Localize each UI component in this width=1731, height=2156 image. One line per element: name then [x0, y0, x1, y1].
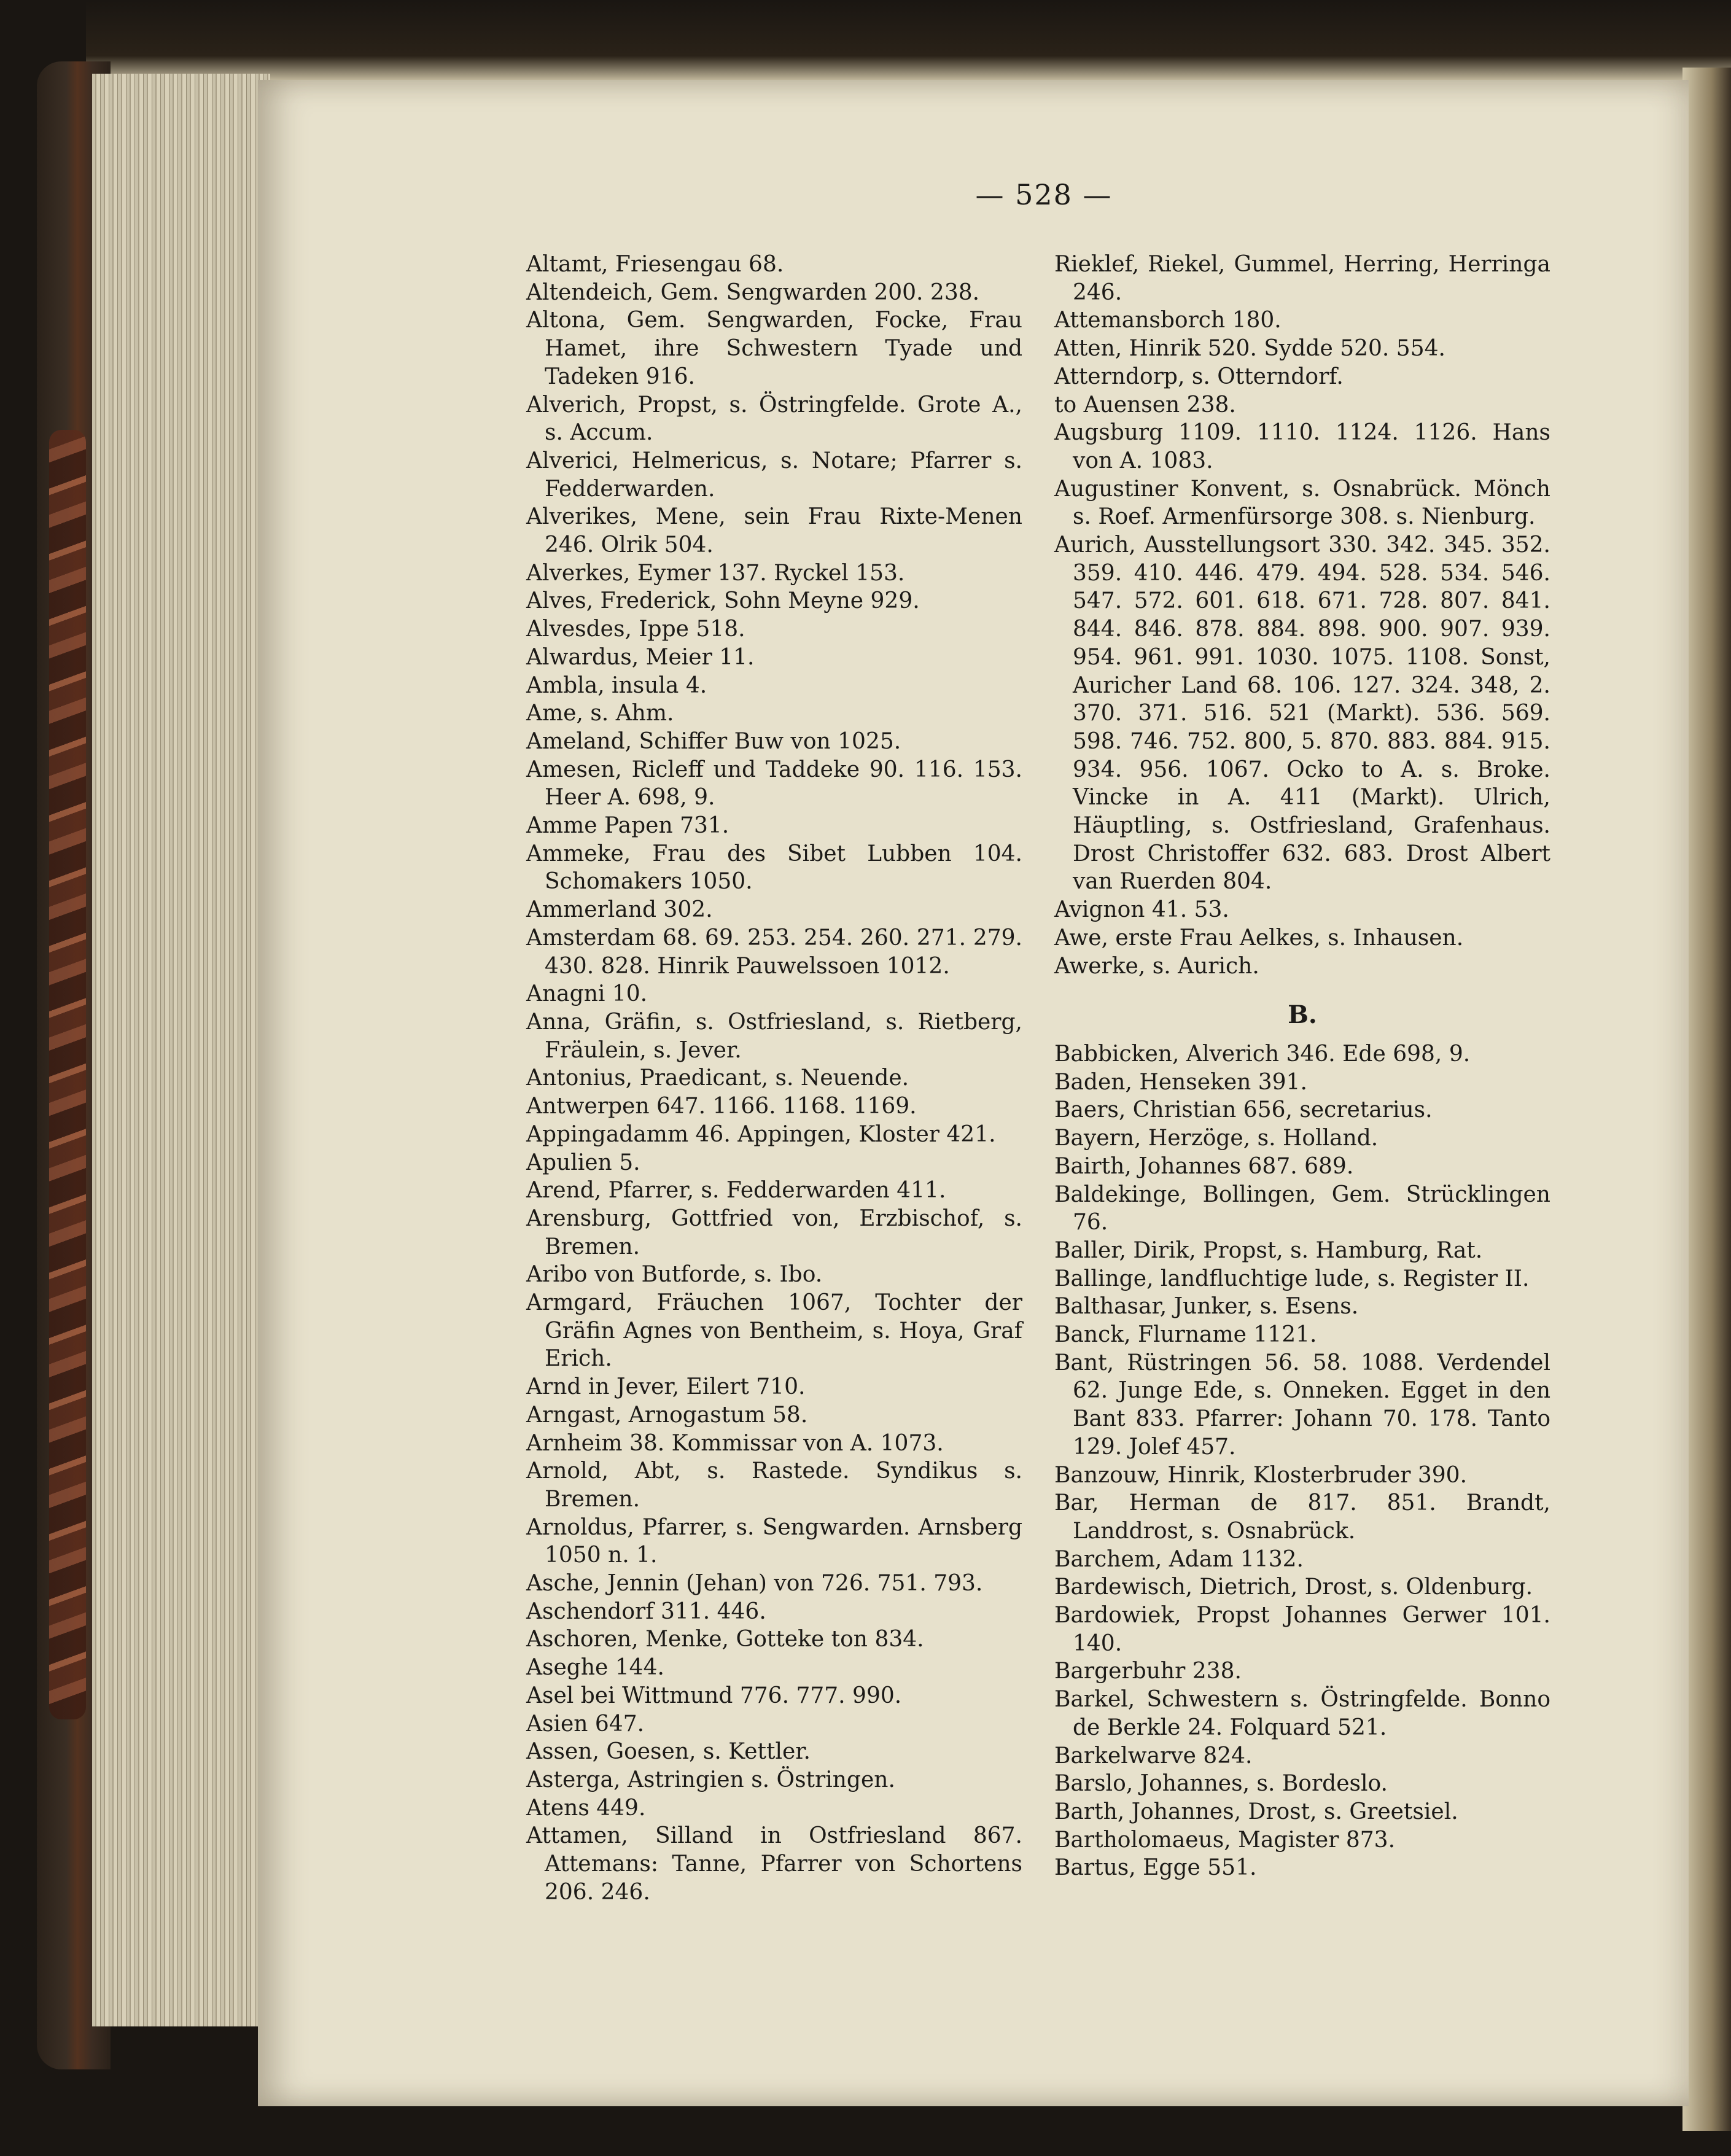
index-entry: Ambla, insula 4.	[526, 672, 707, 698]
index-entry: Bargerbuhr 238.	[1054, 1659, 1242, 1684]
index-entry: Barslo, Johannes, s. Bordeslo.	[1054, 1771, 1388, 1797]
index-entry: Alverich, Propst, s. Östringfelde. Grote A., s. Accum.	[526, 392, 1022, 446]
left-column	[526, 251, 1022, 1906]
index-entry: Baller, Dirik, Propst, s. Hamburg, Rat.	[1054, 1237, 1483, 1263]
index-entry: Bardowiek, Propst Johannes Gerwer 101. 140.	[1054, 1603, 1550, 1656]
index-entry: Aschoren, Menke, Gotteke ton 834.	[526, 1627, 924, 1652]
index-entry: Attamen, Silland in Ostfriesland 867. Attemans: Tanne, Pfarrer von Schortens 206. 246.	[526, 1823, 1022, 1905]
index-entry: Amesen, Ricleff und Taddeke 90. 116. 153. Heer A. 698, 9.	[526, 757, 1022, 811]
index-entry: Alwardus, Meier 11.	[526, 644, 755, 670]
index-entry: Asien 647.	[526, 1711, 645, 1737]
index-entry: Arnold, Abt, s. Rastede. Syndikus s. Bremen.	[526, 1458, 1022, 1512]
index-entry: Alves, Frederick, Sohn Meyne 929.	[526, 588, 920, 614]
index-entry: Augsburg 1109. 1110. 1124. 1126. Hans von A. 1083.	[1054, 420, 1550, 473]
index-entry: Barkel, Schwestern s. Östringfelde. Bonno de Berkle 24. Folquard 521.	[1054, 1687, 1550, 1740]
index-entry: Awe, erste Frau Aelkes, s. Inhausen.	[1054, 925, 1464, 951]
index-entry: Awerke, s. Aurich.	[1054, 953, 1259, 979]
index-entry: Alverikes, Mene, sein Frau Rixte-Menen 246. Olrik 504.	[526, 504, 1022, 558]
index-entry: Atterndorp, s. Otterndorf.	[1054, 364, 1344, 389]
index-entry: Baden, Henseken 391.	[1054, 1069, 1307, 1095]
index-entry: Avignon 41. 53.	[1054, 897, 1229, 923]
index-entry: Augustiner Konvent, s. Osnabrück. Mönch s. Roef. Armenfürsorge 308. s. Nienburg.	[1054, 476, 1550, 530]
index-entry: Bairth, Johannes 687. 689.	[1054, 1153, 1354, 1179]
index-entry: Asterga, Astringien s. Östringen.	[526, 1767, 895, 1792]
section-heading-b: B.	[1288, 1000, 1317, 1030]
index-entry: Arnd in Jever, Eilert 710.	[526, 1374, 806, 1400]
index-entry: Bant, Rüstringen 56. 58. 1088. Verdendel 62. Junge Ede, s. Onneken. Egget in den Bant 833. Pfarrer: Johann 70. 178. Tanto 129. Jolef 457.	[1054, 1350, 1550, 1460]
index-entry: Rieklef, Riekel, Gummel, Herring, Herringa 246.	[1054, 252, 1550, 305]
index-entry: Bar, Herman de 817. 851. Brandt, Landdrost, s. Osnabrück.	[1054, 1490, 1550, 1544]
index-entry: Armgard, Fräuchen 1067, Tochter der Gräfin Agnes von Bentheim, s. Hoya, Graf Erich.	[526, 1290, 1022, 1372]
index-entry: Arensburg, Gottfried von, Erzbischof, s. Bremen.	[526, 1205, 1022, 1259]
index-entry: Altendeich, Gem. Sengwarden 200. 238.	[526, 279, 980, 305]
index-entry: Barkelwarve 824.	[1054, 1743, 1253, 1769]
book-top-edge	[86, 0, 1731, 80]
marbled-cover	[49, 430, 86, 1719]
index-entry: Barchem, Adam 1132.	[1054, 1546, 1304, 1572]
right-column	[1054, 251, 1550, 1882]
index-entry: Amsterdam 68. 69. 253. 254. 260. 271. 279. 430. 828. Hinrik Pauwelssoen 1012.	[526, 925, 1022, 979]
index-entry: Ammeke, Frau des Sibet Lubben 104. Schomakers 1050.	[526, 841, 1022, 895]
index-entry: Ballinge, landfluchtige lude, s. Register II.	[1054, 1266, 1530, 1291]
index-entry: Atten, Hinrik 520. Sydde 520. 554.	[1054, 336, 1445, 362]
index-entry: Baers, Christian 656, secretarius.	[1054, 1097, 1433, 1123]
page-number: — 528 —	[975, 178, 1113, 211]
index-entry: Anagni 10.	[526, 981, 648, 1007]
index-entry: Bardewisch, Dietrich, Drost, s. Oldenburg.	[1054, 1574, 1533, 1600]
page-stack	[92, 74, 270, 2026]
index-entry: Assen, Goesen, s. Kettler.	[526, 1739, 811, 1765]
index-entry: Banzouw, Hinrik, Klosterbruder 390.	[1054, 1462, 1468, 1488]
index-entry: Attemansborch 180.	[1054, 308, 1282, 333]
index-entry: Atens 449.	[526, 1795, 646, 1821]
index-entry: Apulien 5.	[526, 1150, 640, 1175]
index-entry: Aschendorf 311. 446.	[526, 1598, 766, 1624]
index-entry: Antwerpen 647. 1166. 1168. 1169.	[526, 1094, 917, 1119]
index-entry: Altamt, Friesengau 68.	[526, 252, 784, 277]
index-entry: Alverkes, Eymer 137. Ryckel 153.	[526, 560, 905, 586]
index-entry: Ame, s. Ahm.	[526, 701, 674, 726]
index-entry: Appingadamm 46. Appingen, Kloster 421.	[526, 1121, 996, 1147]
index-entry: Asche, Jennin (Jehan) von 726. 751. 793.	[526, 1571, 983, 1597]
index-entry: Antonius, Praedicant, s. Neuende.	[526, 1065, 909, 1091]
index-entry: Arend, Pfarrer, s. Fedderwarden 411.	[526, 1178, 946, 1204]
index-entry: Barth, Johannes, Drost, s. Greetsiel.	[1054, 1799, 1458, 1824]
index-entry: Balthasar, Junker, s. Esens.	[1054, 1294, 1359, 1320]
index-entry: Anna, Gräfin, s. Ostfriesland, s. Rietberg, Fräulein, s. Jever.	[526, 1009, 1022, 1063]
index-entry: to Auensen 238.	[1054, 392, 1236, 418]
index-entry: Alverici, Helmericus, s. Notare; Pfarrer s. Fedderwarden.	[526, 448, 1022, 502]
index-entry: Ameland, Schiffer Buw von 1025.	[526, 728, 901, 754]
index-entry: Bartholomaeus, Magister 873.	[1054, 1827, 1396, 1853]
index-entry: Asel bei Wittmund 776. 777. 990.	[526, 1683, 902, 1708]
index-entry: Banck, Flurname 1121.	[1054, 1322, 1317, 1348]
index-entry: Bayern, Herzöge, s. Holland.	[1054, 1126, 1379, 1151]
index-entry: Baldekinge, Bollingen, Gem. Strücklingen 76.	[1054, 1181, 1550, 1236]
index-entry: Arnheim 38. Kommissar von A. 1073.	[526, 1430, 944, 1456]
index-entry: Arnoldus, Pfarrer, s. Sengwarden. Arnsberg 1050 n. 1.	[526, 1514, 1022, 1568]
index-entry: Aribo von Butforde, s. Ibo.	[526, 1262, 823, 1288]
index-entry: Aseghe 144.	[526, 1655, 664, 1681]
index-entry: Alvesdes, Ippe 518.	[526, 617, 745, 642]
index-entry: Bartus, Egge 551.	[1054, 1855, 1257, 1881]
index-entry: Amme Papen 731.	[526, 813, 729, 839]
book-right-edge	[1682, 68, 1731, 2131]
index-entry: Arngast, Arnogastum 58.	[526, 1402, 808, 1428]
index-entry: Aurich, Ausstellungsort 330. 342. 345. 352. 359. 410. 446. 479. 494. 528. 534. 546. 547. 572. 601. 618. 671. 728. 807. 841. 844. 846. 878. 884. 898. 900. 907. 939. 954. 961. 991. 1030. 1075. 1108. Sonst, Auricher Land 68. 106. 127. 324. 348, 2. 370. 371. 516. 521 (Markt). 536. 569. 598. 746. 752. 800, 5. 870. 883. 884. 915. 934. 956. 1067. Ocko to A. s. Broke. Vincke in A. 411 (Markt). Ulrich, Häuptling, s. Ostfriesland, Grafenhaus. Drost Christoffer 632. 683. Drost Albert van Ruerden 804.	[1054, 532, 1550, 895]
index-entry: Ammerland 302.	[526, 897, 713, 923]
index-entry: Babbicken, Alverich 346. Ede 698, 9.	[1054, 1041, 1471, 1067]
index-entry: Altona, Gem. Sengwarden, Focke, Frau Hamet, ihre Schwestern Tyade und Tadeken 916.	[526, 308, 1022, 389]
